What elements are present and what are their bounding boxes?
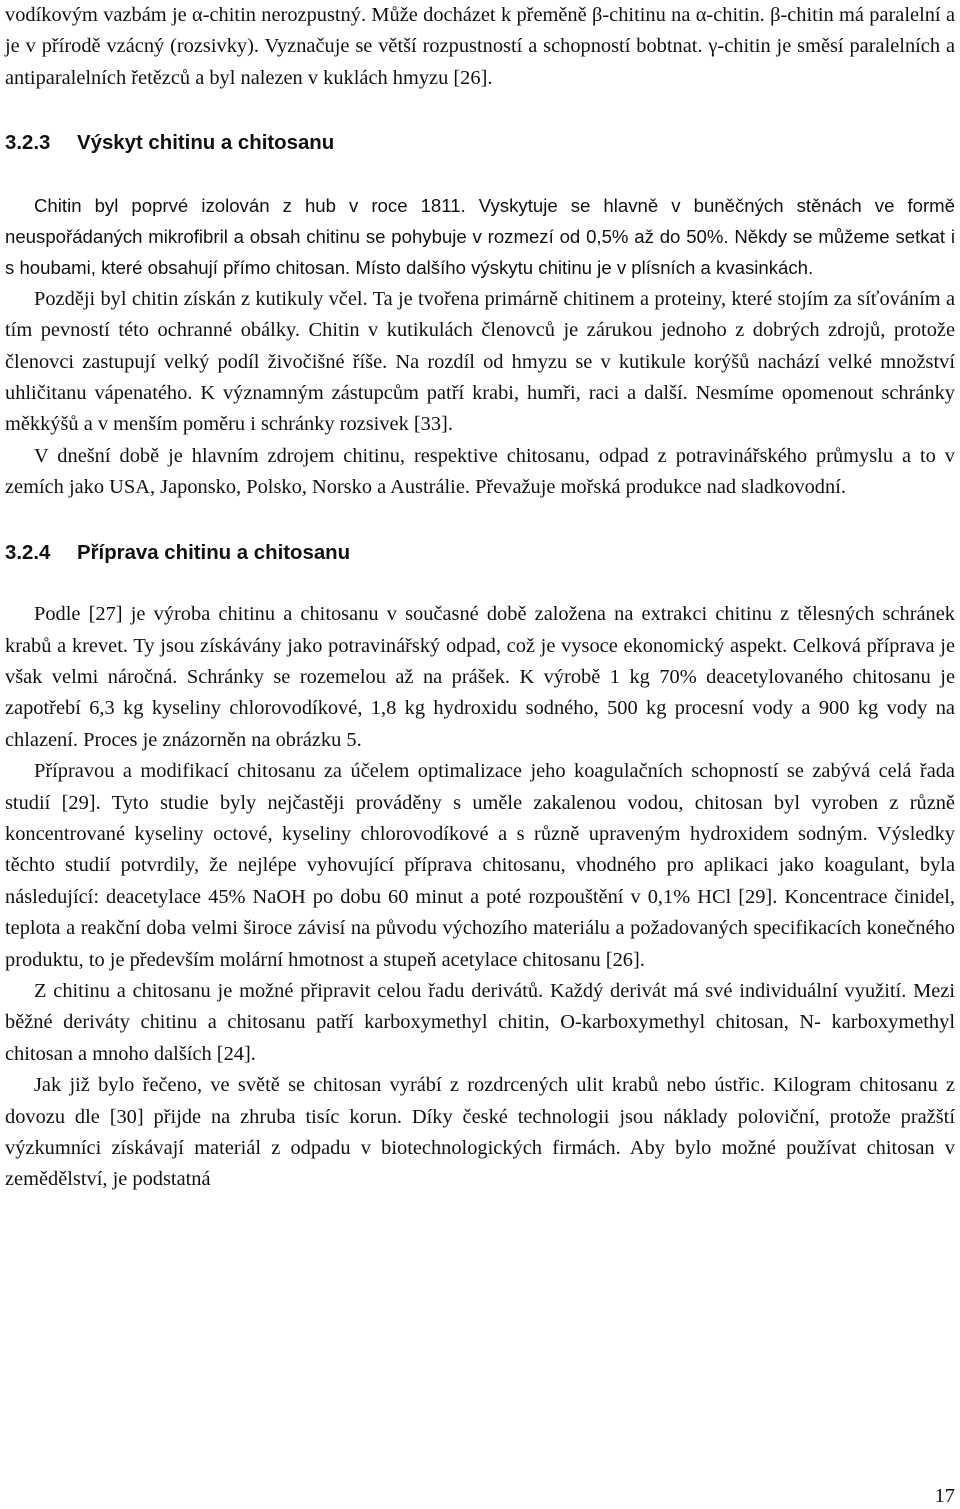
section-heading-3-2-4 [5, 538, 955, 569]
section-heading-3-2-3 [5, 128, 955, 159]
paragraph-chitin-occurrence-3: V dnešní době je hlavním zdrojem chitinu, respektive chitosanu, odpad z potravinářského průmyslu a to v zemích jako USA, Japonsko, Polsko, Norsko a Austrálie. Převažuje mořská produkce nad sladkovodní. [5, 444, 955, 499]
section-title: Příprava chitinu a chitosanu [77, 541, 351, 564]
document-page [5, 0, 955, 1509]
section-title: Výskyt chitinu a chitosanu [77, 132, 335, 155]
paragraph-chitin-occurrence-2: Později byl chitin získán z kutikuly včel. Ta je tvořena primárně chitinem a proteiny, které stojím za síťováním a tím pevností této ochranné obálky. Chitin v kutikulách členovců je zárukou jednoho z dobrých zdrojů, protože členovci zastupují velký podíl živočišné říše. Na rozdíl od hmyzu se v kutikule korýšů nachází velké množství uhličitanu vápenatého. K významným zástupcům patří krabi, humři, raci a další. Nesmíme opomenout schránky měkkýšů a v menším poměru i schránky rozsivek [33]. [5, 287, 955, 436]
section-number: 3.2.3 [5, 132, 51, 155]
section-number: 3.2.4 [5, 541, 51, 564]
paragraph-preparation-3: Z chitinu a chitosanu je možné připravit celou řadu derivátů. Každý derivát má své individuální využití. Mezi běžné deriváty chitinu a chitosanu patří karboxymethyl chitin, O-karboxymethyl chitosan, N- karboxymethyl chitosan a mnoho dalších [24]. [5, 979, 955, 1065]
paragraph-preparation-1: Podle [27] je výroba chitinu a chitosanu v současné době založena na extrakci chitinu z tělesných schránek krabů a krevet. Ty jsou získávány jako potravinářský odpad, což je vysoce ekonomický aspekt. Celková příprava je však velmi náročná. Schránky se rozemelou až na prášek. K výrobě 1 kg 70% deacetylovaného chitosanu je zapotřebí 6,3 kg kyseliny chlorovodíkové, 1,8 kg hydroxidu sodného, 500 kg procesní vody a 900 kg vody na chlazení. Proces je znázorněn na obrázku 5. [5, 603, 955, 751]
page-number: 17 [934, 1485, 955, 1507]
paragraph-preparation-2: Přípravou a modifikací chitosanu za účelem optimalizace jeho koagulačních schopností se zabývá celá řada studií [29]. Tyto studie byly nejčastěji prováděny s uměle zakalenou vodou, chitosan byl vyroben z různě koncentrované kyseliny octové, kyseliny chlorovodíkové a s různě upraveným hydroxidem sodným. Výsledky těchto studií potvrdily, že nejlépe vyhovující příprava chitosanu, vhodného pro aplikaci jako koagulant, byla následující: deacetylace 45% NaOH po dobu 60 minut a poté rozpouštění v 0,1% HCl [29]. Koncentrace činidel, teplota a reakční doba velmi široce závisí na původu výchozího materiálu a požadovaných specifikacích konečného produktu, to je především molární hmotnost a stupeň acetylace chitosanu [26]. [5, 760, 955, 971]
paragraph-chitin-occurrence-1: Chitin byl poprvé izolován z hub v roce 1811. Vyskytuje se hlavně v buněčných stěnách ve formě neuspořádaných mikrofibril a obsah chitinu se pohybuje v rozmezí od 0,5% až do 50%. Někdy se můžeme setkat i s houbami, které obsahují přímo chitosan. Místo dalšího výskytu chitinu je v plísních a kvasinkách. [5, 194, 955, 279]
paragraph-preparation-4: Jak již bylo řečeno, ve světě se chitosan vyrábí z rozdrcených ulit krabů nebo ústřic. Kilogram chitosanu z dovozu dle [30] přijde na zhruba tisíc korun. Díky české technologii jsou náklady poloviční, protože pražští výzkumníci získávají materiál z odpadu v biotechnologických firmách. Aby bylo možné používat chitosan v zemědělství, je podstatná [5, 1074, 955, 1191]
paragraph-top: vodíkovým vazbám je α-chitin nerozpustný. Může docházet k přeměně β-chitinu na α-chitin. β-chitin má paralelní a je v přírodě vzácný (rozsivky). Vyznačuje se větší rozpustností a schopností bobtnat. γ-chitin je směsí paralelních a antiparalelních řetězců a byl nalezen v kuklách hmyzu [26]. [5, 4, 955, 89]
